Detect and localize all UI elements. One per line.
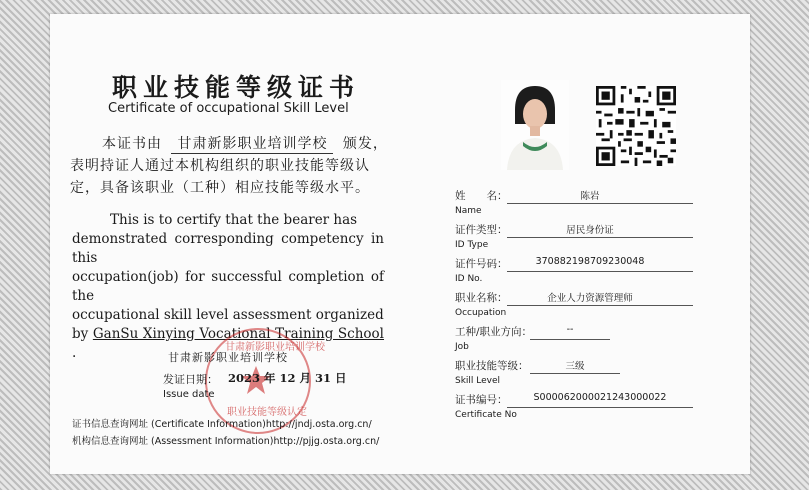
query2-label-cn: 机构信息查询网址	[72, 436, 149, 447]
field-label-en: Job	[455, 342, 469, 352]
field-value-certificate-no: S000062000021243000022	[533, 392, 667, 403]
field-value-name: 陈岩	[580, 191, 600, 202]
field-label-cn: 职业名称：	[455, 292, 508, 304]
en-line: occupational skill level assessment organized	[72, 307, 384, 323]
cn-intro-suffix: 颁发，	[342, 136, 388, 152]
en-line: This is to certify that the bearer has	[110, 212, 358, 228]
field-value-skill-level: 三级	[565, 361, 585, 372]
seal-text-top: 甘肃新影职业培训学校	[225, 342, 325, 353]
field-underline	[530, 373, 620, 374]
field-underline	[530, 339, 610, 340]
field-value-job: --	[566, 324, 574, 335]
field-underline	[507, 271, 693, 272]
field-value-occupation: 企业人力资源管理师	[547, 293, 633, 304]
field-label-cn: 证件号码：	[455, 258, 508, 270]
portrait-icon	[501, 80, 569, 170]
field-underline	[507, 237, 693, 238]
issue-date-label-cn: 发证日期：	[163, 373, 218, 386]
cn-intro-line1	[102, 133, 388, 154]
query1-url[interactable]: http://jndj.osta.org.cn/	[265, 419, 372, 430]
cn-intro-prefix: 本证书由	[102, 136, 162, 152]
issue-date: 2023 年 12 月 31 日	[228, 371, 347, 385]
query2-url[interactable]: http://pjjg.osta.org.cn/	[273, 436, 380, 447]
field-label-cn: 工种/职业方向：	[455, 326, 533, 338]
query1-label-en: (Certificate Information)	[151, 419, 266, 430]
holder-photo	[501, 80, 569, 170]
qr-code-icon	[596, 86, 676, 166]
en-by: by	[72, 326, 93, 342]
query2-label-en: (Assessment Information)	[151, 436, 274, 447]
en-line: occupation(job) for successful completion of the	[72, 269, 384, 304]
issue-date-label-en: Issue date	[163, 389, 215, 400]
en-period: .	[72, 345, 77, 361]
field-label-cn: 证件类型：	[455, 224, 508, 236]
en-line: demonstrated corresponding competency in this	[72, 231, 384, 266]
certificate-query-line	[72, 416, 372, 430]
query1-label-cn: 证书信息查询网址	[72, 419, 149, 430]
field-label-cn: 姓 名：	[455, 190, 508, 202]
field-label-en: Skill Level	[455, 376, 501, 386]
issuer-name: 甘肃新影职业培训学校	[168, 351, 288, 364]
field-underline	[507, 305, 693, 306]
cn-school-name: 甘肃新影职业培训学校	[171, 133, 333, 154]
field-label-en: Certificate No	[455, 410, 517, 420]
field-underline	[507, 407, 693, 408]
certificate-title-en: Certificate of occupational Skill Level	[108, 101, 349, 116]
field-label-en: ID No.	[455, 274, 483, 284]
field-label-cn: 职业技能等级：	[455, 360, 529, 372]
cn-intro-line3: 定，具备该职业（工种）相应技能等级水平。	[70, 180, 370, 196]
field-underline	[507, 203, 693, 204]
en-school-name: GanSu Xinying Vocational Training School	[92, 326, 385, 342]
field-label-en: ID Type	[455, 240, 489, 250]
assessment-query-line	[72, 433, 379, 447]
field-value-id-no: 370882198709230048	[535, 256, 645, 267]
field-value-id-type: 居民身份证	[566, 225, 614, 236]
certificate-title-cn: 职业技能等级证书	[112, 73, 361, 102]
seal-text-bottom: 职业技能等级认定	[227, 407, 307, 418]
field-label-en: Name	[455, 206, 482, 216]
cn-intro-line2: 表明持证人通过本机构组织的职业技能等级认	[70, 158, 370, 174]
field-label-cn: 证书编号：	[455, 394, 508, 406]
field-label-en: Occupation	[455, 308, 507, 318]
